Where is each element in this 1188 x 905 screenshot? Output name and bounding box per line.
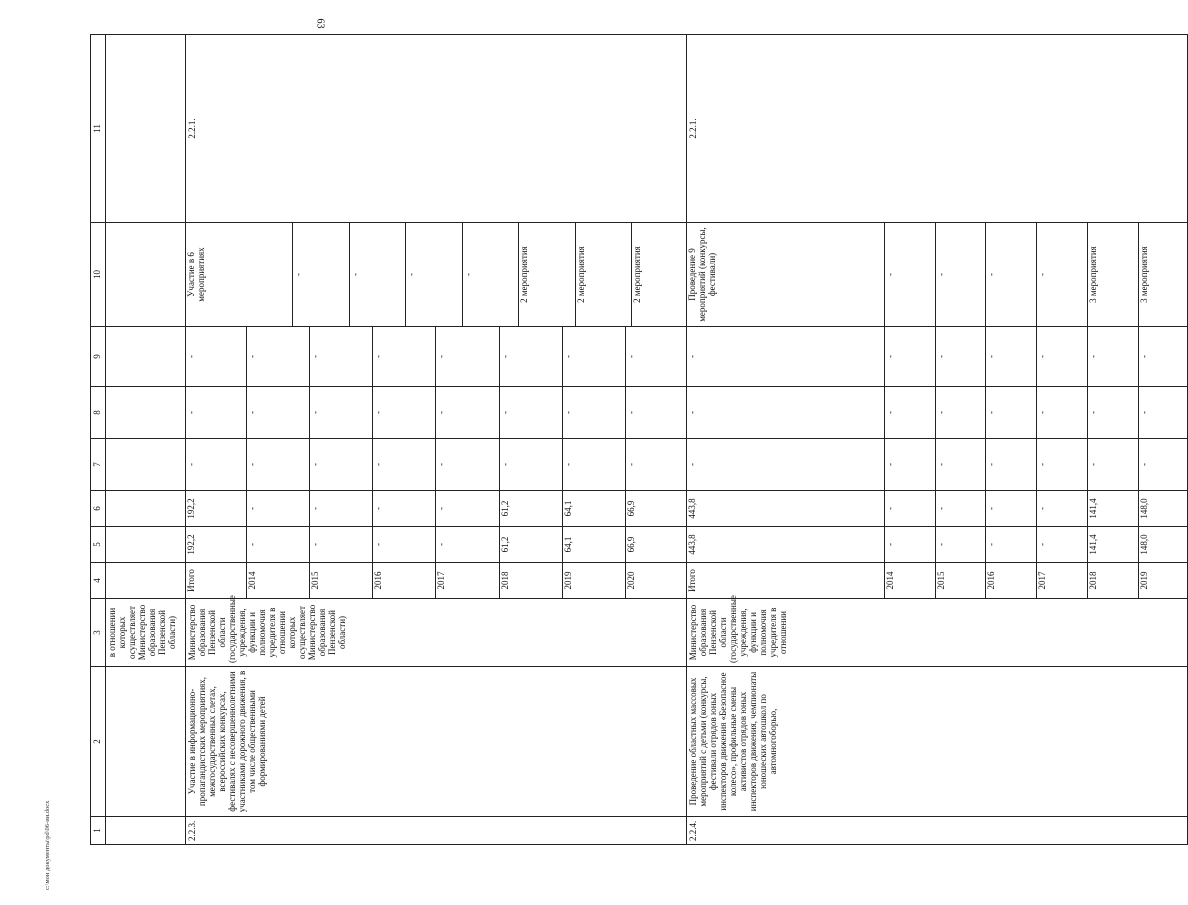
year-cell: Итого [186,563,247,598]
value-cell: - [1138,355,1149,358]
value-cell: - [310,491,373,526]
value-cell: 443,8 [687,527,884,562]
value-cell: - [986,439,1037,490]
value-cell: - [436,527,499,562]
program-table [90,34,1188,845]
table-row [186,35,687,845]
value-cell: - [687,387,884,438]
value-cell: 61,2 [499,527,562,562]
value-cell: - [935,387,986,438]
value-cell: - [687,439,884,490]
value-cell: - [1138,463,1149,466]
col-header: 1 [91,817,106,845]
year-cell: 2017 [436,563,499,598]
value-cell: - [1037,223,1088,326]
regional-values [186,491,686,526]
value-cell: 64,1 [562,527,625,562]
value-cell: - [1087,387,1138,438]
value-cell: - [884,387,935,438]
value-cell: - [186,327,247,386]
value-cell: 141,4 [1087,491,1138,526]
value-cell: - [373,527,436,562]
value-cell: 3 мероприятия [1087,223,1138,326]
value-cell: - [986,327,1037,386]
value-cell: - [562,327,625,386]
col-header: 5 [91,527,106,563]
value-cell: - [986,491,1037,526]
col-header: 7 [91,439,106,491]
value-cell: 64,1 [562,491,625,526]
value-cell: 148,0 [1138,534,1149,555]
value-cell: - [406,223,463,326]
col-header: 4 [91,563,106,599]
value-cell: - [462,223,519,326]
value-cell: 3 мероприятия [1138,246,1149,303]
value-cell: 141,4 [1087,527,1138,562]
value-cell: 2 мероприятия [632,246,643,303]
year-cell: 2018 [499,563,562,598]
value-cell: - [986,527,1037,562]
value-cell: - [499,327,562,386]
header-row [91,35,106,845]
years-list [186,563,686,598]
value-cell: - [884,491,935,526]
value-cell: - [247,527,310,562]
local-values [687,387,1187,438]
value-cell: 148,0 [1138,498,1149,519]
indicator-values [687,223,1187,326]
year-cell: 2014 [247,563,310,598]
task-ref: 2.2.1. [687,35,1188,223]
value-cell: - [935,439,986,490]
value-cell: - [1037,491,1088,526]
year-cell: 2018 [1087,563,1138,598]
value-cell: - [310,439,373,490]
value-cell: - [436,387,499,438]
local-values [186,387,686,438]
value-cell: - [293,223,350,326]
value-cell: 2 мероприятия [575,223,632,326]
value-cell: - [935,527,986,562]
federal-values [186,439,686,490]
year-cell: Итого [687,563,884,598]
executor-cell: в отношении которых осуществляет Министерство образования Пензенской области) [106,599,186,667]
value-cell: 443,8 [687,491,884,526]
value-cell: 192,2 [186,491,247,526]
value-cell: - [310,327,373,386]
year-cell: 2019 [562,563,625,598]
value-cell: - [935,491,986,526]
value-cell: - [625,355,636,358]
value-cell: - [935,327,986,386]
year-cell: 2014 [884,563,935,598]
value-cell: - [562,387,625,438]
col-header: 10 [91,223,106,327]
value-cell: - [373,491,436,526]
value-cell: - [1037,387,1088,438]
value-cell: 192,2 [186,527,247,562]
value-cell: - [625,463,636,466]
value-cell: - [884,327,935,386]
regional-values [687,491,1187,526]
col-header: 6 [91,491,106,527]
value-cell: - [625,411,636,414]
value-cell: - [1087,439,1138,490]
row-number: 2.2.4. [687,817,1188,845]
col-header: 9 [91,327,106,387]
year-cell: 2015 [935,563,986,598]
year-cell: 2016 [986,563,1037,598]
value-cell: - [186,387,247,438]
value-cell: - [1037,327,1088,386]
value-cell: - [186,439,247,490]
value-cell: - [687,327,884,386]
value-cell: 66,9 [625,500,636,517]
year-cell: 2019 [1138,571,1149,590]
value-cell: - [499,387,562,438]
value-cell: - [562,439,625,490]
value-cell: - [986,387,1037,438]
total-values [186,527,686,562]
file-path-footer: c:\мои документы\pd\06-ии.docx [44,800,51,890]
federal-values [687,439,1187,490]
value-cell: - [373,327,436,386]
value-cell: - [349,223,406,326]
value-cell: - [247,387,310,438]
value-cell: 61,2 [499,491,562,526]
col-header: 8 [91,387,106,439]
value-cell: - [884,439,935,490]
year-cell: 2015 [310,563,373,598]
value-cell: - [310,527,373,562]
value-cell: - [373,387,436,438]
value-cell: - [310,387,373,438]
year-cell: 2016 [373,563,436,598]
task-ref: 2.2.1. [186,35,687,223]
col-header: 11 [91,35,106,223]
page-number: 63 [314,18,326,29]
value-cell: - [436,439,499,490]
total-values [687,527,1187,562]
col-header: 3 [91,599,106,667]
value-cell: 66,9 [625,536,636,553]
value-cell: Участие в 6 мероприятиях [186,223,293,326]
value-cell: - [1087,327,1138,386]
col-header: 2 [91,667,106,817]
value-cell: - [373,439,436,490]
value-cell: - [247,327,310,386]
other-values [186,327,686,386]
event-name: Участие в информационно-пропагандистских мероприятиях, межгосударственных слетах, всероссийских конкурсах, фестивалях с несовершеннолетними участниками дорожного движения, в том числе общественными формированиями детей [186,667,687,817]
row-number: 2.2.3. [186,817,687,845]
value-cell: - [247,439,310,490]
value-cell: - [436,327,499,386]
value-cell: - [884,223,935,326]
continuation-row [106,35,186,845]
year-cell: 2017 [1037,563,1088,598]
value-cell: Проведение 9 мероприятий (конкурсы, фестивали) [687,223,884,326]
value-cell: - [499,439,562,490]
value-cell: - [436,491,499,526]
value-cell: - [1037,527,1088,562]
value-cell: - [935,223,986,326]
value-cell: - [1138,411,1149,414]
value-cell: - [247,491,310,526]
rotated-table-container [90,35,1149,845]
years-list [687,563,1187,598]
table-row [687,35,1188,845]
indicator-values [186,223,686,326]
value-cell: 2 мероприятия [519,223,576,326]
event-name: Проведение областных массовых мероприятий с детьми (конкурсы, фестивали отрядов юных инспекторов движения «Безопасное колесо», профильные смены активистов отрядов юных инспекторов движения, чемпионаты юношеских автошкол по автомногоборью, [687,667,1188,817]
value-cell: - [1037,439,1088,490]
executor-cell: Министерство образования Пензенской области (государственные учреждения, функции и полномочия учредителя в отношении [687,599,1188,667]
year-cell: 2020 [625,571,636,590]
executor-cell: Министерство образования Пензенской области (государственные учреждения, функции и полномочия учредителя в отношении которых осуществляет Министерство образования Пензенской области) [186,599,687,667]
other-values [687,327,1187,386]
value-cell: - [884,527,935,562]
value-cell: - [986,223,1037,326]
